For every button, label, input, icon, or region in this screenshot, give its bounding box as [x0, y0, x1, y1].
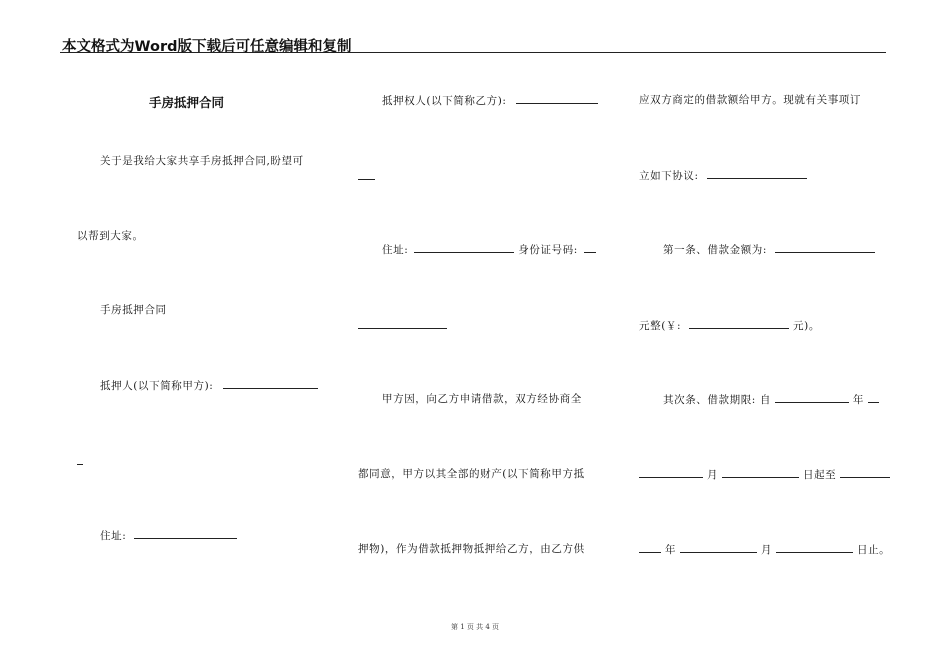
- mortgagor-address-blank: [134, 528, 237, 539]
- page-number: 第 1 页 共 4 页: [450, 623, 500, 631]
- mortgagor-row: [100, 378, 318, 393]
- mortgagee-address-blank: [414, 242, 514, 253]
- mortgagee-label: 抵押权人(以下简称乙方):: [382, 95, 507, 107]
- document-header-title: 本文格式为Word版下载后可任意编辑和复制: [62, 39, 352, 55]
- loan-amount-blank: [775, 242, 875, 253]
- end-month-blank: [680, 542, 757, 553]
- amount-row: [639, 318, 820, 333]
- article-1-row: [663, 242, 875, 257]
- mortgagor-blank-continuation: [77, 454, 83, 469]
- amount-prefix: 元整(￥:: [639, 320, 682, 332]
- mortgagee-address-label: 住址:: [382, 244, 409, 256]
- intro-line-1: 关于是我给大家共享手房抵押合同,盼望可: [100, 155, 304, 167]
- start-month-label: 月: [706, 469, 719, 481]
- mortgagee-id-continuation: [358, 318, 447, 333]
- start-day-label: 日起至: [802, 469, 837, 481]
- mortgagor-address-label: 住址:: [100, 530, 127, 542]
- contract-title: 手房抵押合同: [149, 95, 225, 110]
- mortgagee-row: [382, 93, 598, 108]
- term-row-2: [639, 467, 890, 482]
- intro-line-2: 以帮到大家。: [77, 230, 144, 242]
- start-day-blank: [722, 467, 799, 478]
- mortgagee-address-row: [382, 242, 596, 257]
- start-month-blank: [639, 467, 703, 478]
- mortgagee-blank: [516, 93, 598, 104]
- clause-line-1: 甲方因，向乙方申请借款，双方经协商全: [382, 393, 582, 405]
- article-1-label: 第一条、借款金额为:: [663, 244, 768, 256]
- end-day-blank: [776, 542, 853, 553]
- term-row-3: [639, 542, 890, 557]
- contract-subheading: 手房抵押合同: [100, 304, 167, 316]
- agreement-blank: [707, 168, 807, 179]
- header-divider: [60, 52, 886, 53]
- start-year-blank: [775, 392, 849, 403]
- clause-line-4: 应双方商定的借款额给甲方。现就有关事项订: [639, 94, 861, 106]
- article-2-row: [663, 392, 879, 407]
- amount-figure-blank: [689, 318, 789, 329]
- mortgagor-blank: [223, 378, 318, 389]
- end-year-label: 年: [664, 544, 677, 556]
- mortgagee-id-label: 身份证号码:: [518, 244, 578, 256]
- mortgagee-id-blank: [584, 242, 596, 253]
- clause-line-2: 都同意，甲方以其全部的财产(以下简称甲方抵: [358, 468, 585, 480]
- agreement-label: 立如下协议:: [639, 170, 699, 182]
- amount-suffix: 元)。: [793, 320, 820, 332]
- mortgagor-address-row: [100, 528, 237, 543]
- end-month-label: 月: [760, 544, 773, 556]
- mortgagee-id-blank-tail: [358, 318, 447, 329]
- mortgagee-blank-continuation: [358, 169, 375, 184]
- end-year-blank-head: [840, 467, 890, 478]
- clause-line-3: 押物)，作为借款抵押物抵押给乙方，由乙方供: [358, 543, 585, 555]
- start-year-label: 年: [852, 394, 864, 406]
- mortgagee-blank-tail: [358, 169, 375, 180]
- article-2-label: 其次条、借款期限: 自: [663, 394, 771, 406]
- end-day-label: 日止。: [856, 544, 891, 556]
- end-year-blank: [639, 542, 661, 553]
- mortgagor-label: 抵押人(以下简称甲方):: [100, 380, 214, 392]
- start-month-blank-head: [868, 392, 879, 403]
- agreement-row: [639, 168, 807, 183]
- mortgagor-blank-tail: [77, 454, 83, 465]
